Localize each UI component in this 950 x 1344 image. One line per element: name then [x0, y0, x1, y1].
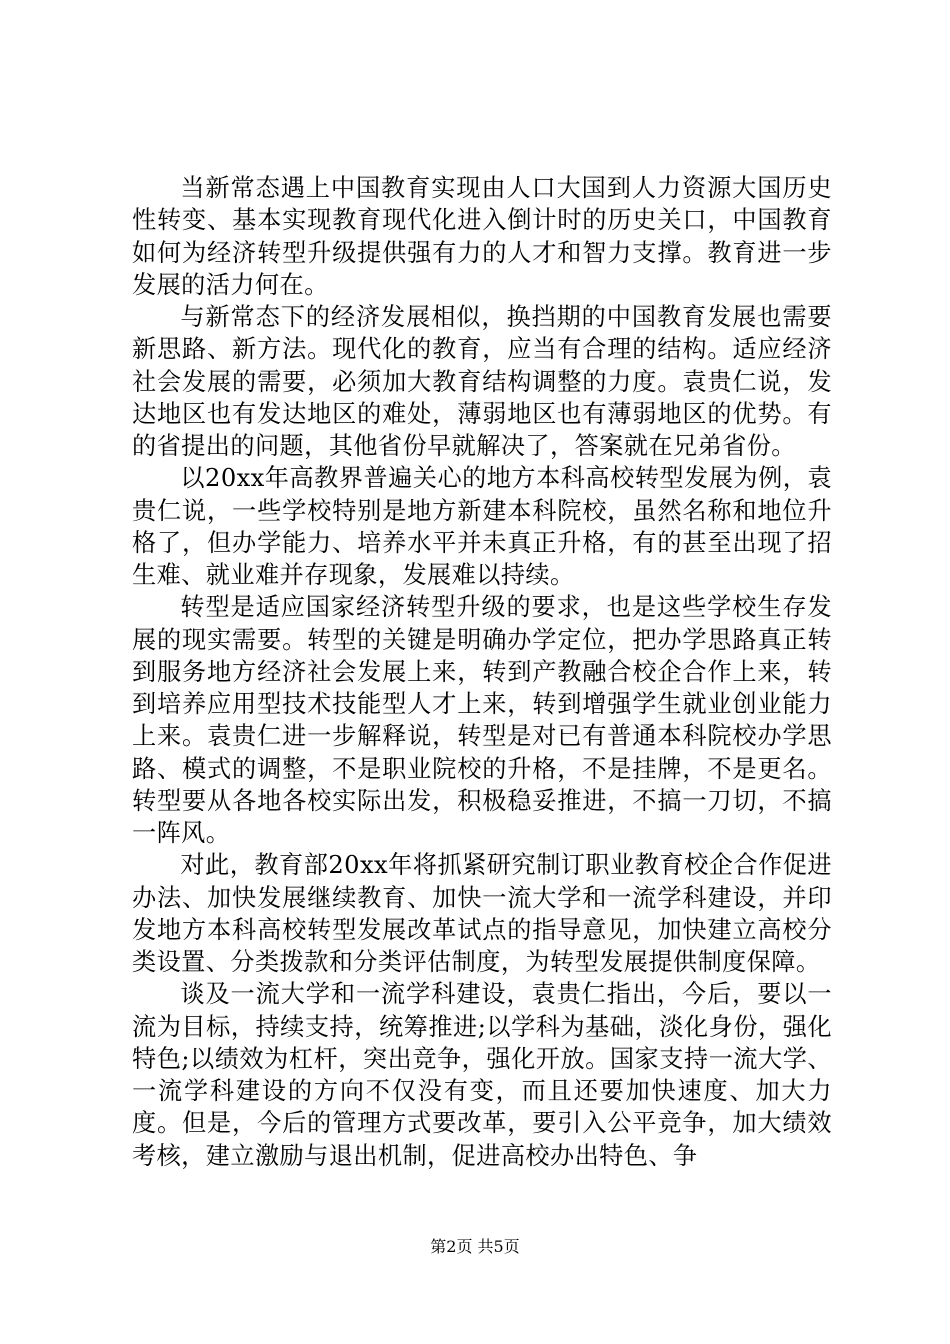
document-body [132, 172, 832, 1172]
page-number-footer: 第2页 共5页 [430, 1237, 520, 1256]
paragraph-4: 转型是适应国家经济转型升级的要求，也是这些学校生存发展的现实需要。转型的关键是明确办学定位，把办学思路真正转到服务地方经济社会发展上来，转到产教融合校企合作上来，转到培养应用型技术技能型人才上来，转到增强学生就业创业能力上来。袁贵仁进一步解释说，转型是对已有普通本科院校办学思路、模式的调整，不是职业院校的升格，不是挂牌，不是更名。转型要从各地各校实际出发，积极稳妥推进，不搞一刀切，不搞一阵风。 [132, 593, 832, 847]
paragraph-5: 对此，教育部20xx年将抓紧研究制订职业教育校企合作促进办法、加快发展继续教育、加快一流大学和一流学科建设，并印发地方本科高校转型发展改革试点的指导意见，加快建立高校分类设置、分类拨款和分类评估制度，为转型发展提供制度保障。 [132, 851, 832, 976]
paragraph-6: 谈及一流大学和一流学科建设，袁贵仁指出，今后，要以一流为目标，持续支持，统筹推进;以学科为基础，淡化身份，强化特色;以绩效为杠杆，突出竞争，强化开放。国家支持一流大学、一流学科建设的方向不仅没有变，而且还要加快速度、加大力度。但是，今后的管理方式要改革，要引入公平竞争，加大绩效考核，建立激励与退出机制，促进高校办出特色、争 [132, 980, 832, 1170]
paragraph-1: 当新常态遇上中国教育实现由人口大国到人力资源大国历史性转变、基本实现教育现代化进入倒计时的历史关口，中国教育如何为经济转型升级提供强有力的人才和智力支撑。教育进一步发展的活力何在。 [132, 174, 832, 299]
paragraph-3: 以20xx年高教界普遍关心的地方本科高校转型发展为例，袁贵仁说，一些学校特别是地方新建本科院校，虽然名称和地位升格了，但办学能力、培养水平并未真正升格，有的甚至出现了招生难、就业难并存现象，发展难以持续。 [132, 464, 832, 589]
paragraph-2: 与新常态下的经济发展相似，换挡期的中国教育发展也需要新思路、新方法。现代化的教育，应当有合理的结构。适应经济社会发展的需要，必须加大教育结构调整的力度。袁贵仁说，发达地区也有发达地区的难处，薄弱地区也有薄弱地区的优势。有的省提出的问题，其他省份早就解决了，答案就在兄弟省份。 [132, 303, 832, 460]
